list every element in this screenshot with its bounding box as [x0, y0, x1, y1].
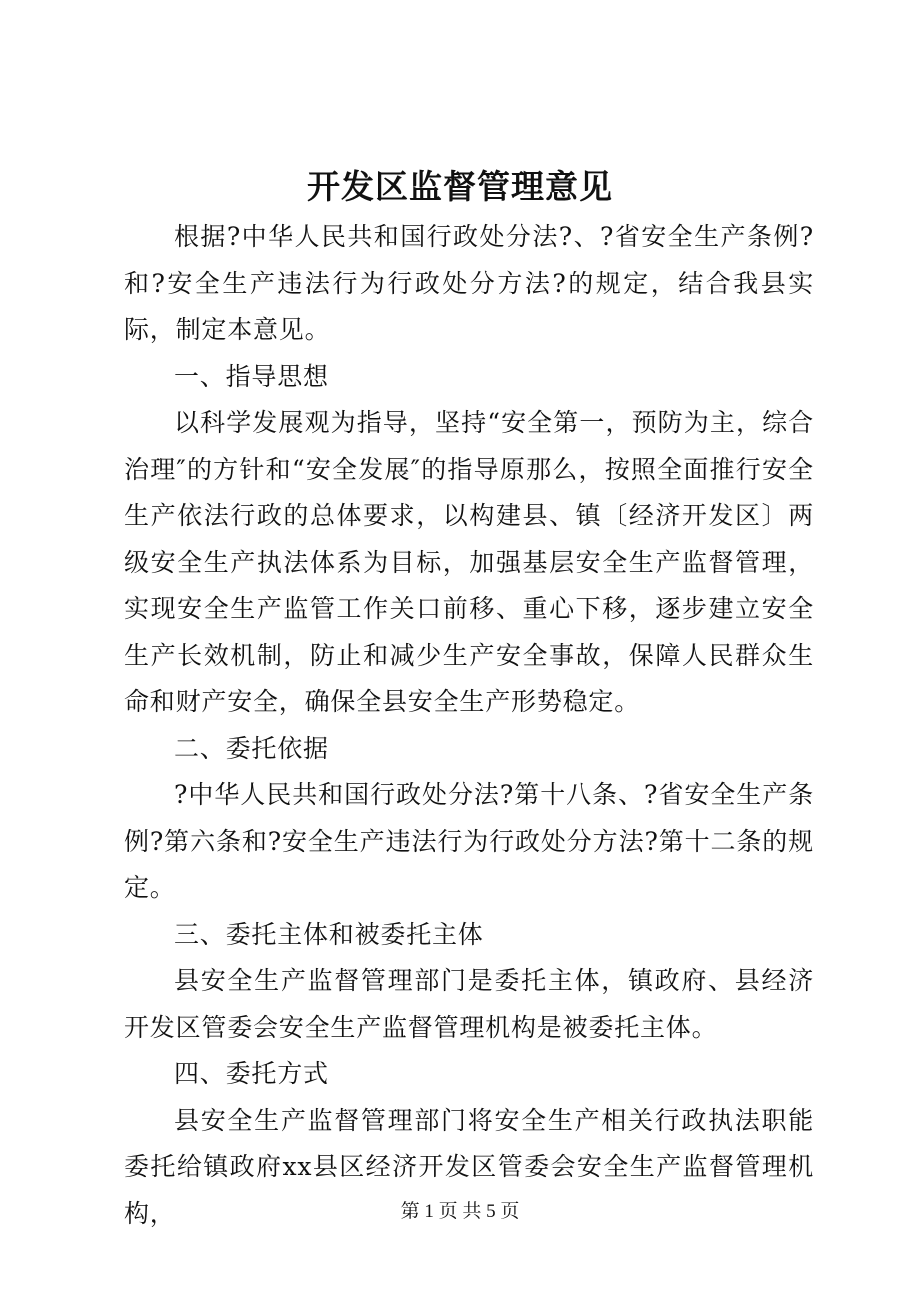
- section-heading-delegation-method: 四、委托方式: [174, 1059, 329, 1088]
- intro-paragraph: 根据?中华人民共和国行政处分法?、?省安全生产条例?和?安全生产违法行为行政处分方法?的规定，结合我县实际，制定本意见。: [124, 222, 814, 344]
- delegation-basis-paragraph: ?中华人民共和国行政处分法?第十八条、?省安全生产条例?第六条和?安全生产违法行为行政处分方法?第十二条的规定。: [124, 780, 814, 902]
- section-heading-delegation-basis: 二、委托依据: [174, 733, 329, 763]
- delegating-parties-paragraph: 县安全生产监督管理部门是委托主体，镇政府、县经济开发区管委会安全生产监督管理机构是被委托主体。: [124, 966, 814, 1042]
- guiding-ideology-paragraph: 以科学发展观为指导，坚持“安全第一，预防为主，综合治理″的方针和“安全发展″的指导原那么，按照全面推行安全生产依法行政的总体要求，以构建县、镇〔经济开发区〕两级安全生产执法体系为目标，加强基层安全生产监督管理，实现安全生产监管工作关口前移、重心下移，逐步建立安全生产长效机制，防止和减少生产安全事故，保障人民群众生命和财产安全，确保全县安全生产形势稳定。: [124, 408, 814, 716]
- page-footer: 第 1 页 共 5 页: [400, 1201, 520, 1222]
- document-title: 开发区监督管理意见: [307, 167, 613, 206]
- delegation-method-paragraph: 县安全生产监督管理部门将安全生产相关行政执法职能委托给镇政府xx县区经济开发区管委会安全生产监督管理机构，: [124, 1105, 814, 1228]
- document-body: [124, 214, 814, 1237]
- section-heading-guiding-ideology: 一、指导思想: [174, 361, 329, 391]
- section-heading-delegating-parties: 三、委托主体和被委托主体: [174, 919, 484, 949]
